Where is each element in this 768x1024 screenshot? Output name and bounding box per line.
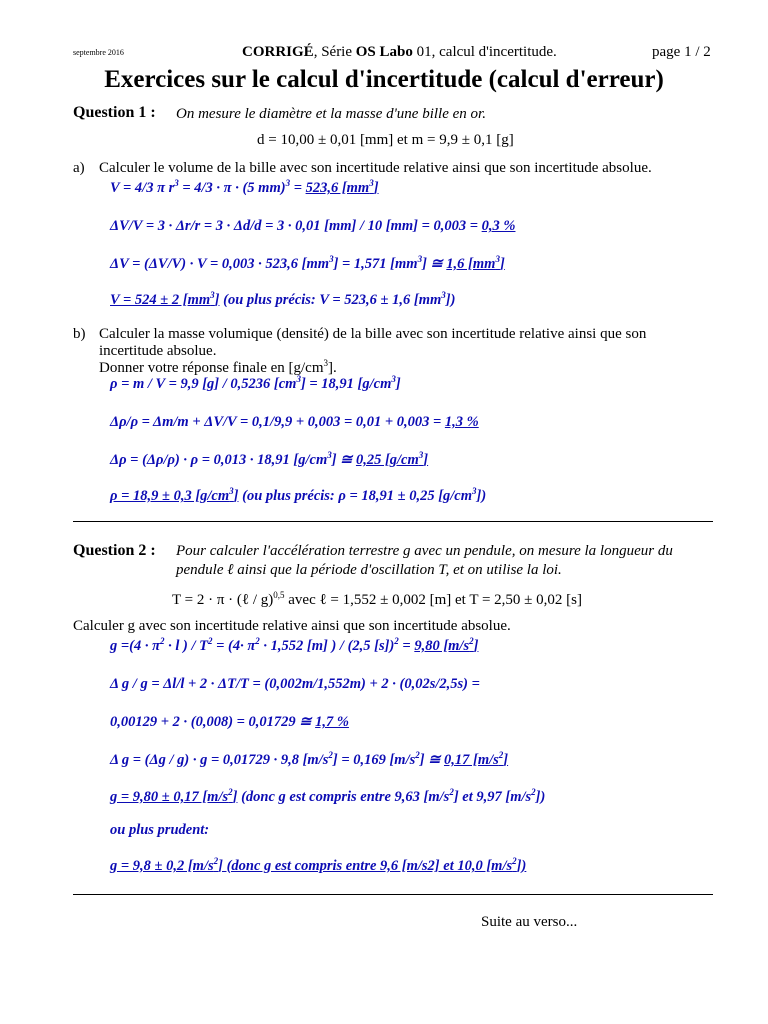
header-date: septembre 2016 <box>73 48 124 57</box>
answer-result: 1,7 % <box>315 714 349 730</box>
superscript: 2 <box>469 636 474 647</box>
superscript: 3 <box>369 178 374 189</box>
answer-text: V = 4/3 π r <box>110 180 175 196</box>
answer-text: g = 9,80 ± 0,17 [m/s <box>110 789 229 805</box>
superscript: 3 <box>472 486 477 497</box>
superscript: 2 <box>160 636 165 647</box>
answer-result <box>110 858 526 874</box>
answer-text: Δρ = (Δρ/ρ) · ρ = 0,013 · 18,91 [g/cm <box>110 452 328 468</box>
superscript: 2 <box>328 750 333 761</box>
superscript: 3 <box>495 254 500 265</box>
answer-text: (ou plus précis: V = 523,6 ± 1,6 [mm <box>219 292 442 308</box>
answer-text: ] = 18,91 [g/cm <box>300 376 392 392</box>
superscript: 3 <box>327 450 332 461</box>
superscript: 2 <box>449 787 454 798</box>
answer-result <box>414 638 478 654</box>
header-os-labo: OS Labo <box>355 44 413 60</box>
answer-result: 0,3 % <box>481 218 516 234</box>
answer-result <box>446 256 504 272</box>
answer-text: ΔV = (ΔV/V) · V = 0,003 · 523,6 [mm <box>110 256 330 272</box>
answer-text: ] ≅ <box>422 256 447 272</box>
answer-result <box>110 292 219 308</box>
answer-q2-line-1 <box>110 638 478 655</box>
superscript: 2 <box>208 636 213 647</box>
answer-text: = (4· π <box>212 638 256 654</box>
header-rest: 01, calcul d'incertitude. <box>412 44 557 60</box>
question-1-data: d = 10,00 ± 0,01 [mm] et m = 9,9 ± 0,1 [g] <box>257 132 514 148</box>
part-b-text-3 <box>99 360 337 377</box>
superscript: 2 <box>228 787 233 798</box>
answer-text: g = 9,8 ± 0,2 [m/s <box>110 858 214 874</box>
header-page: page 1 / 2 <box>652 44 711 60</box>
divider <box>73 894 713 895</box>
answer-text: ρ = m / V = 9,9 [g] / 0,5236 [cm <box>110 376 297 392</box>
answer-text: ] et 9,97 [m/s <box>453 789 532 805</box>
answer-text: ] <box>214 292 220 308</box>
answer-text: ] <box>232 789 238 805</box>
answer-text: = 4/3 · π · (5 mm) <box>178 180 286 196</box>
question-2-ask: Calculer g avec son incertitude relative ainsi que son incertitude absolue. <box>73 618 511 634</box>
answer-q2-line-3 <box>110 714 349 731</box>
part-b-text-2: incertitude absolue. <box>99 343 217 359</box>
answer-text: · 1,552 [m] ) / (2,5 [s]) <box>259 638 395 654</box>
superscript: 3 <box>391 374 396 385</box>
superscript: 3 <box>296 374 301 385</box>
text: T = 2 · π · (ℓ / g) <box>172 592 274 608</box>
answer-b-line-3 <box>110 452 428 469</box>
answer-text: Δρ/ρ = Δm/m + ΔV/V = 0,1/9,9 + 0,003 = 0,01 + 0,003 = <box>110 414 445 430</box>
superscript: 2 <box>415 750 420 761</box>
superscript: 3 <box>417 254 423 265</box>
answer-text: ] (donc g est compris entre 9,6 [m/s2] et 10,0 [m/s <box>218 858 513 874</box>
superscript: 2 <box>394 636 399 647</box>
superscript: 3 <box>323 358 328 368</box>
header-serie: , Série <box>313 44 356 60</box>
page-title: Exercices sur le calcul d'incertitude (calcul d'erreur) <box>104 66 664 93</box>
part-b-text-1: Calculer la masse volumique (densité) de la bille avec son incertitude relative ainsi que son <box>99 326 647 342</box>
answer-text: ] <box>499 256 505 272</box>
answer-b-line-4 <box>110 488 486 505</box>
question-2-label: Question 2 : <box>73 542 156 559</box>
answer-text: ] = 1,571 [mm <box>333 256 418 272</box>
answer-result: 1,3 % <box>444 414 479 430</box>
text: Donner votre réponse finale en [g/cm <box>99 360 324 376</box>
question-2-text-2: pendule ℓ ainsi que la période d'oscillation T, et on utilise la loi. <box>176 562 562 578</box>
answer-q2-line-2: Δ g / g = Δl/l + 2 · ΔT/T = (0,002m/1,552m) + 2 · (0,02s/2,5s) = <box>110 676 480 692</box>
superscript: 3 <box>441 290 446 301</box>
answer-text: ] ≅ <box>331 452 356 468</box>
answer-text: ] <box>373 180 379 196</box>
answer-text: = <box>290 180 306 196</box>
answer-b-line-2 <box>110 414 479 431</box>
superscript: 3 <box>285 178 291 189</box>
answer-text: g =(4 · π <box>110 638 161 654</box>
answer-text: ]) <box>445 292 456 308</box>
answer-q2-line-4 <box>110 752 508 769</box>
superscript: 2 <box>255 636 260 647</box>
question-1-text: On mesure le diamètre et la masse d'une bille en or. <box>176 106 486 122</box>
answer-text: ]) <box>476 488 487 504</box>
answer-result <box>444 752 508 768</box>
header-title <box>242 44 557 61</box>
text: ]. <box>328 360 337 376</box>
superscript: 3 <box>329 254 334 265</box>
answer-result <box>306 180 379 196</box>
superscript: 3 <box>210 290 215 301</box>
answer-text: ΔV/V = 3 · Δr/r = 3 · Δd/d = 3 · 0,01 [mm] / 10 [mm] = 0,003 = <box>110 218 482 234</box>
header-corrige: CORRIGÉ <box>242 44 314 60</box>
answer-text: ] = 0,169 [m/s <box>332 752 416 768</box>
superscript: 2 <box>512 856 517 867</box>
part-a-marker: a) <box>73 160 85 176</box>
question-1-label: Question 1 : <box>73 104 156 121</box>
answer-a-line-3 <box>110 256 505 273</box>
answer-q2-line-7 <box>110 858 526 875</box>
superscript: 2 <box>531 787 536 798</box>
answer-text: = <box>398 638 415 654</box>
superscript: 3 <box>229 486 234 497</box>
answer-text: 0,00129 + 2 · (0,008) = 0,01729 ≅ <box>110 714 316 730</box>
answer-text: V = 524 ± 2 [mm <box>110 292 211 308</box>
answer-a-line-2 <box>110 218 515 235</box>
text: avec ℓ = 1,552 ± 0,002 [m] et T = 2,50 ± 0,02 [s] <box>284 592 582 608</box>
answer-text: ] <box>473 638 479 654</box>
superscript: 3 <box>418 450 424 461</box>
answer-text: ]) <box>516 858 527 874</box>
part-a-text: Calculer le volume de la bille avec son incertitude relative ainsi que son incertitude absolue. <box>99 160 652 176</box>
answer-text: Δ g = (Δg / g) · g = 0,01729 · 9,8 [m/s <box>110 752 329 768</box>
part-b-marker: b) <box>73 326 86 342</box>
answer-text: 1,6 [mm <box>446 256 496 272</box>
answer-result <box>356 452 428 468</box>
answer-text: ] ≅ <box>419 752 444 768</box>
answer-text: 0,25 [g/cm <box>355 452 419 468</box>
answer-b-line-1 <box>110 376 401 393</box>
answer-text: ] <box>395 376 401 392</box>
answer-text: ] <box>233 488 239 504</box>
answer-text: 0,17 [m/s <box>443 752 499 768</box>
answer-text: 9,80 [m/s <box>414 638 470 654</box>
answer-text: ] <box>423 452 429 468</box>
answer-a-line-4 <box>110 292 455 309</box>
question-2-text-1: Pour calculer l'accélération terrestre g avec un pendule, on mesure la longueur du <box>176 543 673 559</box>
divider <box>73 521 713 522</box>
superscript: 2 <box>213 856 219 867</box>
superscript: 0,5 <box>273 590 285 600</box>
answer-text: (donc g est compris entre 9,63 [m/s <box>237 789 450 805</box>
answer-q2-line-5 <box>110 789 545 806</box>
answer-text: ρ = 18,9 ± 0,3 [g/cm <box>110 488 230 504</box>
answer-text: · l ) / T <box>164 638 209 654</box>
answer-text: ] <box>503 752 509 768</box>
superscript: 2 <box>498 750 504 761</box>
superscript: 3 <box>174 178 179 189</box>
answer-result <box>110 488 238 504</box>
answer-text: ]) <box>535 789 546 805</box>
answer-text: 523,6 [mm <box>305 180 370 196</box>
answer-text: (ou plus précis: ρ = 18,91 ± 0,25 [g/cm <box>238 488 473 504</box>
pendulum-law <box>172 592 582 609</box>
answer-a-line-1 <box>110 180 379 197</box>
footer-continue: Suite au verso... <box>481 914 578 930</box>
answer-q2-line-6: ou plus prudent: <box>110 822 210 838</box>
answer-result <box>110 789 237 805</box>
